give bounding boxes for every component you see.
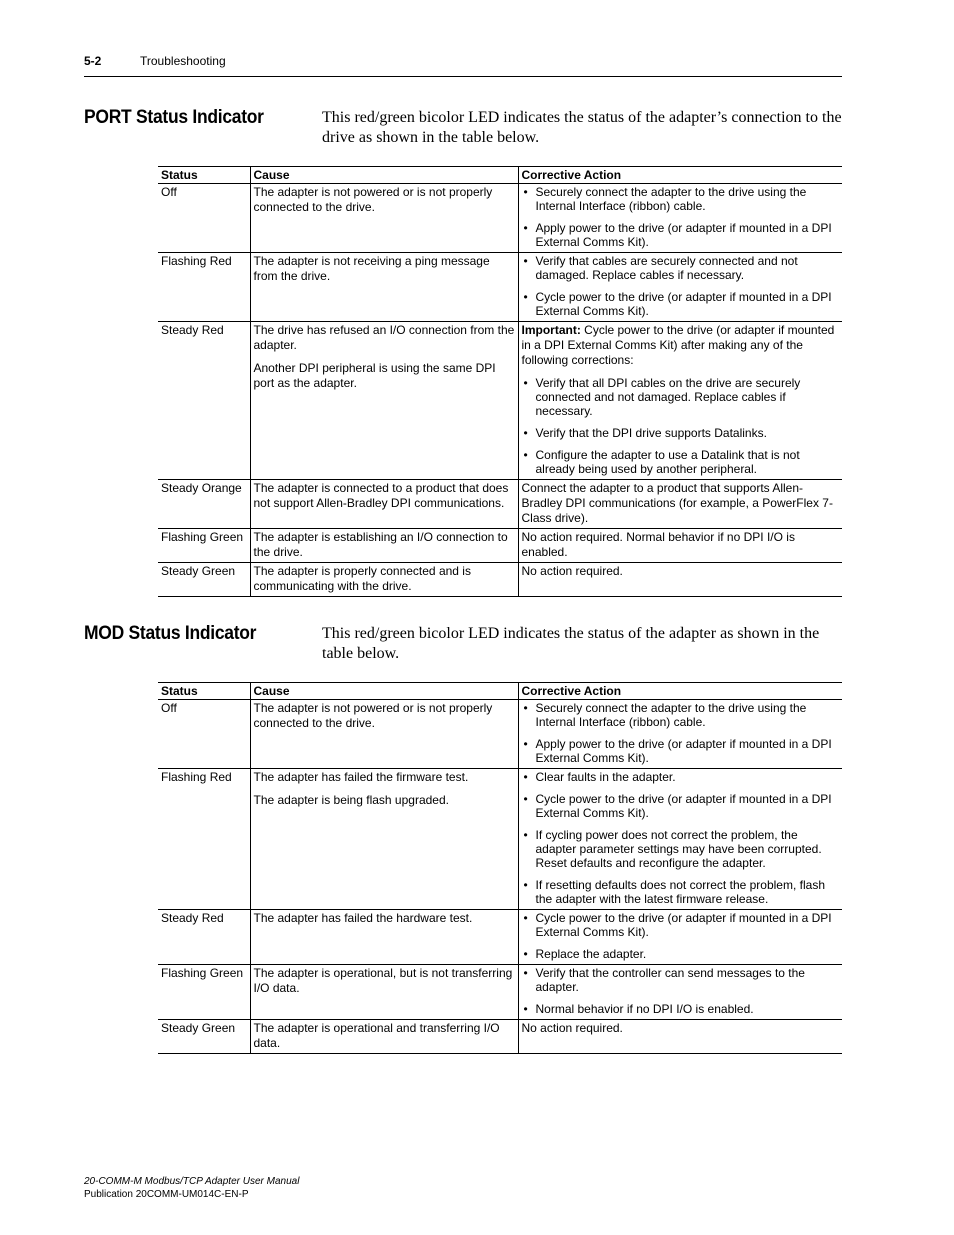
status-cell: Steady Green xyxy=(158,563,250,597)
action-bullet: • Verify that all DPI cables on the drive are securely connected and not damaged. Replace cables if necessary. xyxy=(522,376,841,418)
cause-cell xyxy=(250,1020,518,1054)
action-list xyxy=(522,911,841,961)
action-list xyxy=(522,770,841,906)
status-cell: Flashing Red xyxy=(158,769,250,910)
action-bullet: • Configure the adapter to use a Datalink that is not already being used by another peripheral. xyxy=(522,448,841,476)
status-cell: Off xyxy=(158,700,250,769)
cause-text: The adapter has failed the firmware test. xyxy=(253,770,469,784)
status-cell: Steady Red xyxy=(158,910,250,965)
corrective-action-cell xyxy=(518,965,842,1020)
corrective-action-cell xyxy=(518,910,842,965)
corrective-action-cell xyxy=(518,700,842,769)
action-bullet: • Clear faults in the adapter. xyxy=(522,770,841,784)
table-row xyxy=(158,1020,842,1054)
cause-text: The adapter is operational and transferring I/O data. xyxy=(253,1021,500,1050)
status-cell: Steady Red xyxy=(158,322,250,480)
cause-text: Another DPI peripheral is using the same DPI port as the adapter. xyxy=(253,361,496,390)
cause-cell xyxy=(250,769,518,910)
mod-status-table xyxy=(158,682,842,1054)
table-header-row xyxy=(158,683,842,700)
table-row xyxy=(158,529,842,563)
action-bullet: • Verify that cables are securely connected and not damaged. Replace cables if necessary. xyxy=(522,254,841,282)
table-row xyxy=(158,965,842,1020)
status-cell: Flashing Green xyxy=(158,529,250,563)
action-list xyxy=(522,701,841,765)
table-row xyxy=(158,769,842,910)
corrective-action-cell xyxy=(518,322,842,480)
action-bullet: • Securely connect the adapter to the drive using the Internal Interface (ribbon) cable. xyxy=(522,701,841,729)
page-header xyxy=(84,52,842,77)
action-list xyxy=(522,185,841,249)
action-bullet: • Securely connect the adapter to the drive using the Internal Interface (ribbon) cable. xyxy=(522,185,841,213)
important-note xyxy=(522,323,841,368)
port-status-table xyxy=(158,166,842,597)
status-cell: Steady Orange xyxy=(158,480,250,529)
action-list xyxy=(522,376,841,476)
table-row xyxy=(158,322,842,480)
action-bullet: • If cycling power does not correct the problem, the adapter parameter settings may have been corrupted. Reset defaults and reconfigure the adapter. xyxy=(522,828,841,870)
action-list xyxy=(522,254,841,318)
corrective-action-cell xyxy=(518,480,842,529)
cause-text: The adapter is connected to a product that does not support Allen-Bradley DPI communications. xyxy=(253,481,509,510)
column-header-status: Status xyxy=(158,683,250,700)
port-section-intro: This red/green bicolor LED indicates the status of the adapter’s connection to the drive as shown in the table below. xyxy=(322,109,842,146)
status-cell: Flashing Red xyxy=(158,253,250,322)
mod-section-title: MOD Status Indicator xyxy=(84,623,257,644)
column-header-status: Status xyxy=(158,167,250,184)
cause-text: The adapter is not receiving a ping message from the drive. xyxy=(253,254,490,283)
table-row xyxy=(158,910,842,965)
corrective-action-cell xyxy=(518,184,842,253)
cause-text: The adapter is not powered or is not properly connected to the drive. xyxy=(253,701,493,730)
column-header-cause: Cause xyxy=(250,167,518,184)
action-text: No action required. xyxy=(521,1021,623,1035)
action-text: No action required. Normal behavior if no DPI I/O is enabled. xyxy=(521,530,795,559)
status-cell: Flashing Green xyxy=(158,965,250,1020)
action-bullet: • Normal behavior if no DPI I/O is enabled. xyxy=(522,1002,841,1016)
table-row xyxy=(158,563,842,597)
cause-cell xyxy=(250,910,518,965)
corrective-action-cell xyxy=(518,253,842,322)
cause-cell xyxy=(250,322,518,480)
corrective-action-cell xyxy=(518,563,842,597)
cause-text: The adapter has failed the hardware test. xyxy=(253,911,473,925)
cause-text: The drive has refused an I/O connection from the adapter. xyxy=(253,323,515,352)
cause-cell xyxy=(250,253,518,322)
page-footer xyxy=(84,1175,299,1201)
column-header-cause: Cause xyxy=(250,683,518,700)
table-row xyxy=(158,253,842,322)
status-cell: Off xyxy=(158,184,250,253)
cause-text: The adapter is establishing an I/O connection to the drive. xyxy=(253,530,508,559)
corrective-action-cell xyxy=(518,769,842,910)
column-header-corrective-action: Corrective Action xyxy=(518,683,842,700)
corrective-action-cell xyxy=(518,529,842,563)
action-text: No action required. xyxy=(521,564,623,578)
action-bullet: • Replace the adapter. xyxy=(522,947,841,961)
port-section-title: PORT Status Indicator xyxy=(84,107,264,128)
publication-number: Publication 20COMM-UM014C-EN-P xyxy=(84,1189,249,1200)
cause-cell xyxy=(250,700,518,769)
action-text: Connect the adapter to a product that supports Allen-Bradley DPI communications (for example, a PowerFlex 7-Class drive). xyxy=(521,481,833,525)
cause-text: The adapter is operational, but is not transferring I/O data. xyxy=(253,966,513,995)
cause-cell xyxy=(250,184,518,253)
important-text: Cycle power to the drive (or adapter if mounted in a DPI External Comms Kit) after making any of the following corrections: xyxy=(521,323,835,367)
chapter-title: Troubleshooting xyxy=(140,54,226,68)
table-row xyxy=(158,700,842,769)
column-header-corrective-action: Corrective Action xyxy=(518,167,842,184)
cause-cell xyxy=(250,480,518,529)
action-bullet: • Cycle power to the drive (or adapter if mounted in a DPI External Comms Kit). xyxy=(522,792,841,820)
cause-text: The adapter is properly connected and is communicating with the drive. xyxy=(253,564,471,593)
action-bullet: • Cycle power to the drive (or adapter if mounted in a DPI External Comms Kit). xyxy=(522,911,841,939)
mod-section-intro: This red/green bicolor LED indicates the status of the adapter as shown in the table below. xyxy=(322,625,820,662)
action-bullet: • Verify that the controller can send messages to the adapter. xyxy=(522,966,841,994)
table-row xyxy=(158,480,842,529)
cause-text: The adapter is being flash upgraded. xyxy=(253,793,449,807)
action-bullet: • Apply power to the drive (or adapter if mounted in a DPI External Comms Kit). xyxy=(522,221,841,249)
status-cell: Steady Green xyxy=(158,1020,250,1054)
cause-cell xyxy=(250,965,518,1020)
manual-title: 20-COMM-M Modbus/TCP Adapter User Manual xyxy=(84,1176,300,1187)
important-label: Important: xyxy=(521,323,581,337)
action-bullet: • Cycle power to the drive (or adapter if mounted in a DPI External Comms Kit). xyxy=(522,290,841,318)
cause-text: The adapter is not powered or is not properly connected to the drive. xyxy=(253,185,493,214)
action-bullet: • Verify that the DPI drive supports Datalinks. xyxy=(522,426,841,440)
page-number: 5-2 xyxy=(84,54,102,68)
action-list xyxy=(522,966,841,1016)
table-row xyxy=(158,184,842,253)
action-bullet: • Apply power to the drive (or adapter if mounted in a DPI External Comms Kit). xyxy=(522,737,841,765)
action-bullet: • If resetting defaults does not correct the problem, flash the adapter with the latest firmware release. xyxy=(522,878,841,906)
table-header-row xyxy=(158,167,842,184)
cause-cell xyxy=(250,563,518,597)
corrective-action-cell xyxy=(518,1020,842,1054)
cause-cell xyxy=(250,529,518,563)
